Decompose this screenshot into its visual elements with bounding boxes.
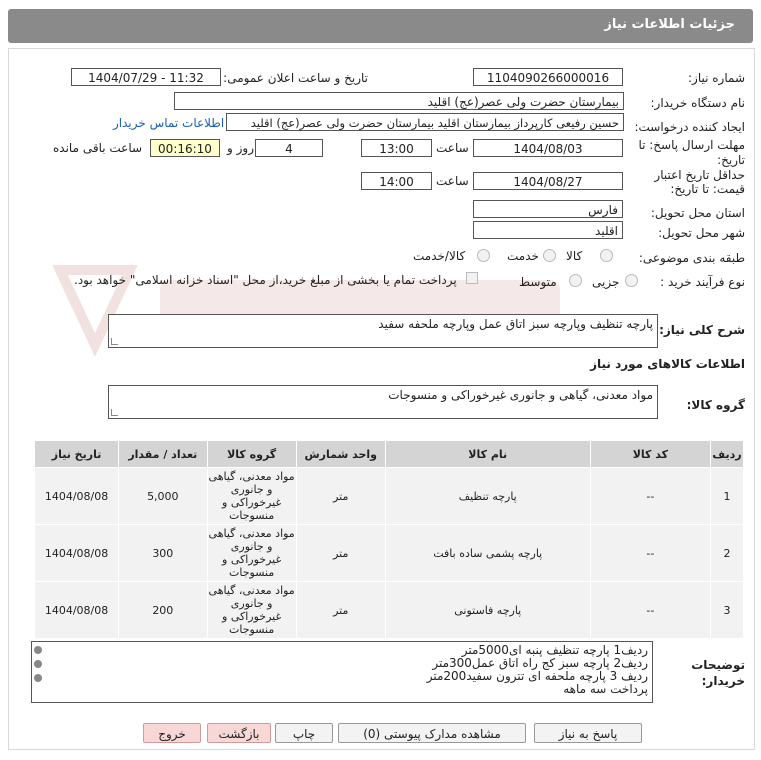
province-label: استان محل تحویل: [650,206,745,220]
deadline-time-label: ساعت [436,141,469,155]
category-both-radio[interactable] [477,249,490,262]
creator-label: ایجاد کننده درخواست: [634,120,745,134]
category-goods-radio[interactable] [600,249,613,262]
process-label: نوع فرآیند خرید : [660,275,745,289]
buyer-field: بیمارستان حضرت ولی عصر(عج) اقلید [174,92,624,110]
contact-buyer-link[interactable]: اطلاعات تماس خریدار [113,116,225,130]
cell-code: -- [590,468,710,525]
summary-label: شرح کلی نیاز: [659,323,745,337]
attachments-button[interactable]: مشاهده مدارک پیوستی (0) [338,723,526,743]
cell-group: مواد معدنی، گیاهی و جانوری غیرخوراکی و منسوجات [207,525,296,582]
reply-button[interactable]: پاسخ به نیاز [534,723,642,743]
scroll-down-icon[interactable] [34,674,42,682]
category-service-label: خدمت [507,249,539,263]
cell-need-date: 1404/08/08 [35,525,119,582]
goods-group-label: گروه کالا: [686,398,745,412]
notes-line: ردیف 3 پارچه ملحفه ای تترون سفید200متر [426,669,648,683]
validity-time-label: ساعت [436,174,469,188]
category-both-label: کالا/خدمت [413,249,466,263]
deadline-label-2: تاریخ: [717,153,745,167]
need-number-field: 1104090266000016 [473,68,623,86]
cell-code: -- [590,582,710,639]
scroll-thumb-icon[interactable] [34,660,42,668]
col-need-date: تاریخ نیاز [35,441,119,468]
announce-field: 1404/07/29 - 11:32 [71,68,221,86]
resize-grip-icon[interactable] [111,338,118,345]
need-number-label: شماره نیاز: [688,71,745,85]
deadline-date-field: 1404/08/03 [473,139,623,157]
cell-code: -- [590,525,710,582]
cell-name: پارچه پشمی ساده بافت [385,525,590,582]
validity-label-2: قیمت: تا تاریخ: [670,182,745,196]
notes-line: ردیف1 پارچه تنظیف پنبه ای5000متر [461,643,648,657]
treasury-payment-label: پرداخت تمام یا بخشی از مبلغ خرید،از محل "اسناد خزانه اسلامی" خواهد بود. [74,273,457,287]
province-field: فارس [473,200,623,218]
table-row [35,525,744,582]
cell-quantity: 300 [119,525,207,582]
exit-button[interactable]: خروج [143,723,201,743]
process-medium-label: متوسط [519,275,557,289]
cell-row: 2 [710,525,743,582]
resize-grip-icon[interactable] [111,409,118,416]
summary-textarea[interactable] [108,314,658,348]
cell-unit: متر [296,468,385,525]
validity-date-field: 1404/08/27 [473,172,623,190]
cell-quantity: 200 [119,582,207,639]
col-row: ردیف [710,441,743,468]
cell-need-date: 1404/08/08 [35,468,119,525]
creator-field: حسین رفیعی کارپرداز بیمارستان اقلید بیمارستان حضرت ولی عصر(عج) اقلید [226,113,624,131]
notes-textarea[interactable] [31,641,653,703]
col-group: گروه کالا [207,441,296,468]
notes-label-2: خریدار: [701,674,745,688]
scroll-up-icon[interactable] [34,646,42,654]
table-row [35,582,744,639]
cell-need-date: 1404/08/08 [35,582,119,639]
cell-group: مواد معدنی، گیاهی و جانوری غیرخوراکی و منسوجات [207,468,296,525]
table-header-row [35,441,744,468]
goods-group-text: مواد معدنی، گیاهی و جانوری غیرخوراکی و منسوجات [388,388,653,402]
announce-label: تاریخ و ساعت اعلان عمومی: [223,71,368,85]
cell-quantity: 5,000 [119,468,207,525]
process-minor-label: جزیی [592,275,620,289]
category-label: طبقه بندی موضوعی: [638,251,745,265]
goods-section-title: اطلاعات کالاهای مورد نیاز [590,357,745,371]
cell-name: پارچه فاستونی [385,582,590,639]
cell-row: 1 [710,468,743,525]
cell-row: 3 [710,582,743,639]
col-name: نام کالا [385,441,590,468]
category-goods-label: کالا [566,249,583,263]
goods-group-textarea[interactable] [108,385,658,419]
notes-line: پرداخت سه ماهه [563,682,648,696]
city-label: شهر محل تحویل: [658,226,745,240]
summary-text: پارچه تنظیف وپارچه سبز اتاق عمل وپارچه ملحفه سفید [378,317,653,331]
buyer-label: نام دستگاه خریدار: [650,96,745,110]
cell-group: مواد معدنی، گیاهی و جانوری غیرخوراکی و منسوجات [207,582,296,639]
cell-name: پارچه تنظیف [385,468,590,525]
col-code: کد کالا [590,441,710,468]
cell-unit: متر [296,582,385,639]
page-title: جزئیات اطلاعات نیاز [604,17,735,32]
col-unit: واحد شمارش [296,441,385,468]
validity-label-1: حداقل تاریخ اعتبار [654,168,745,182]
days-label: روز و [227,141,254,155]
category-service-radio[interactable] [543,249,556,262]
items-table [34,440,744,639]
page-header [8,9,753,43]
process-minor-radio[interactable] [625,274,638,287]
notes-line: ردیف2 پارچه سبز کج راه اتاق عمل300متر [432,656,648,670]
back-button[interactable]: بازگشت [207,723,271,743]
remaining-label: ساعت باقی مانده [53,141,143,155]
validity-time-field: 14:00 [361,172,432,190]
treasury-payment-checkbox[interactable] [466,272,478,284]
deadline-time-field: 13:00 [361,139,432,157]
print-button[interactable]: چاپ [275,723,333,743]
days-field: 4 [255,139,323,157]
deadline-label-1: مهلت ارسال پاسخ: تا [638,138,745,152]
remaining-time-field: 00:16:10 [150,139,220,157]
table-row [35,468,744,525]
city-field: اقلید [473,221,623,239]
process-medium-radio[interactable] [569,274,582,287]
col-quantity: تعداد / مقدار [119,441,207,468]
cell-unit: متر [296,525,385,582]
notes-label-1: توضیحات [691,658,745,672]
